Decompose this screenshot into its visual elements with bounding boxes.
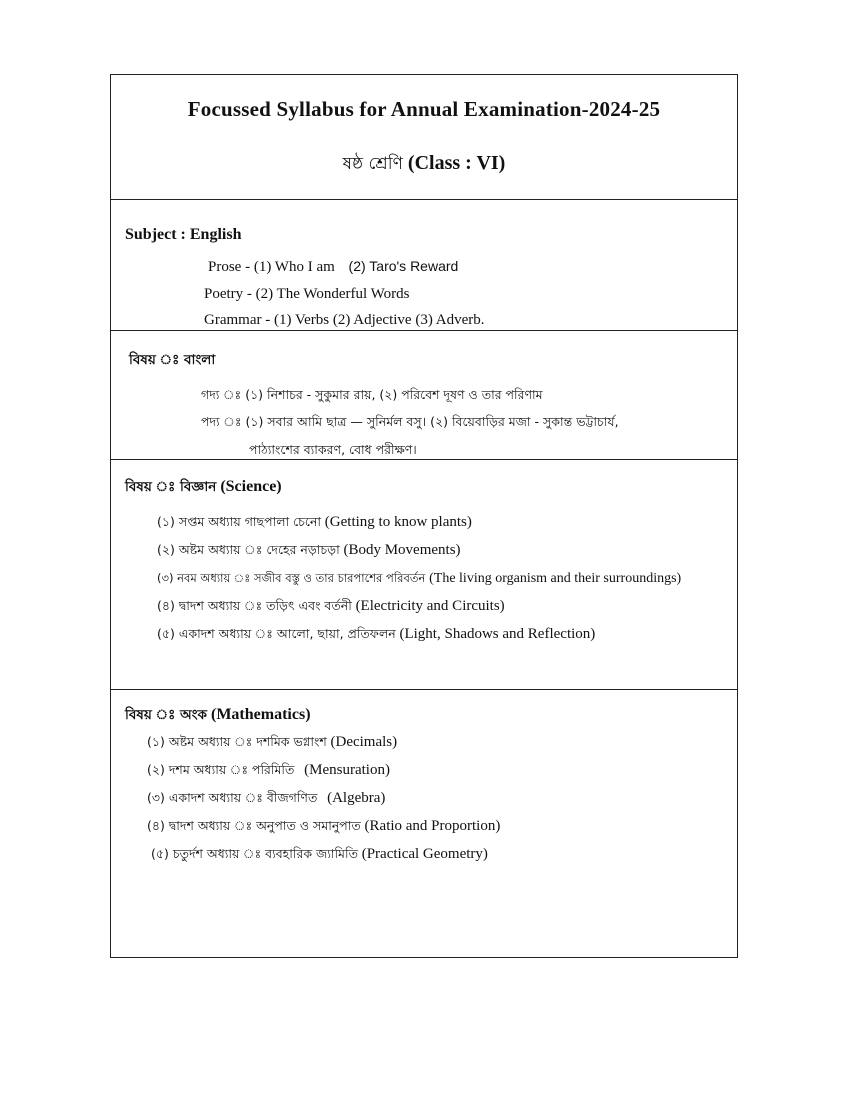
bengali-heading: বিষয় ঃ বাংলা (129, 352, 216, 368)
science-heading: বিষয় ঃ বিজ্ঞান (Science) (125, 478, 282, 495)
science-item-5: (৫) একাদশ অধ্যায় ঃ আলো, ছায়া, প্রতিফলন (Light, Shadows and Reflection) (157, 626, 596, 642)
class-bengali: ষষ্ঠ শ্রেণি (342, 154, 403, 174)
english-section (111, 199, 737, 330)
header-section (111, 75, 737, 199)
english-poetry: Poetry - (2) The Wonderful Words (204, 286, 410, 302)
prose-item-2: (2) Taro's Reward (348, 258, 459, 274)
bengali-section (111, 330, 737, 459)
math-item-5: (৫) চতুর্দশ অধ্যায় ঃ ব্যবহারিক জ্যামিতি (Practical Geometry) (151, 846, 488, 862)
math-item-2: (২) দশম অধ্যায় ঃ পরিমিতি (Mensuration) (147, 762, 390, 778)
class-line (111, 151, 737, 179)
science-item-4: (৪) দ্বাদশ অধ্যায় ঃ তড়িৎ এবং বর্তনী (Electricity and Circuits) (157, 598, 505, 614)
bengali-grammar: পাঠ্যাংশের ব্যাকরণ, বোধ পরীক্ষণ। (249, 442, 417, 457)
science-item-3: (৩) নবম অধ্যায় ঃ সজীব বস্তু ও তার চারপাশের পরিবর্তন (The living organism and their surroundings) (157, 571, 682, 586)
math-heading: বিষয় ঃ অংক (Mathematics) (125, 706, 311, 723)
prose-item-1: Prose - (1) Who I am (208, 259, 335, 275)
english-prose (208, 258, 458, 276)
class-english: (Class : VI) (407, 152, 506, 174)
math-section (111, 689, 737, 957)
math-item-1: (১) অষ্টম অধ্যায় ঃ দশমিক ভগ্নাংশ (Decimals) (147, 734, 398, 750)
science-section (111, 459, 737, 689)
math-item-4: (৪) দ্বাদশ অধ্যায় ঃ অনুপাত ও সমানুপাত (Ratio and Proportion) (147, 818, 501, 834)
science-item-2: (২) অষ্টম অধ্যায় ঃ দেহের নড়াচড়া (Body Movements) (157, 542, 461, 558)
english-heading: Subject : English (125, 226, 242, 243)
document-title: Focussed Syllabus for Annual Examination-2024-25 (187, 97, 661, 121)
bengali-prose: গদ্য ঃ (১) নিশাচর - সুকুমার রায়, (২) পরিবেশ দূষণ ও তার পরিণাম (201, 387, 543, 402)
bengali-poetry: পদ্য ঃ (১) সবার আমি ছাত্র — সুনির্মল বসু। (২) বিয়েবাড়ির মজা - সুকান্ত ভট্টাচার্য, (201, 414, 619, 429)
math-item-3: (৩) একাদশ অধ্যায় ঃ বীজগণিত (Algebra) (147, 790, 386, 806)
english-grammar: Grammar - (1) Verbs (2) Adjective (3) Adverb. (204, 312, 485, 328)
syllabus-table (110, 74, 738, 958)
science-item-1: (১) সপ্তম অধ্যায় গাছপালা চেনো (Getting to know plants) (157, 514, 472, 530)
